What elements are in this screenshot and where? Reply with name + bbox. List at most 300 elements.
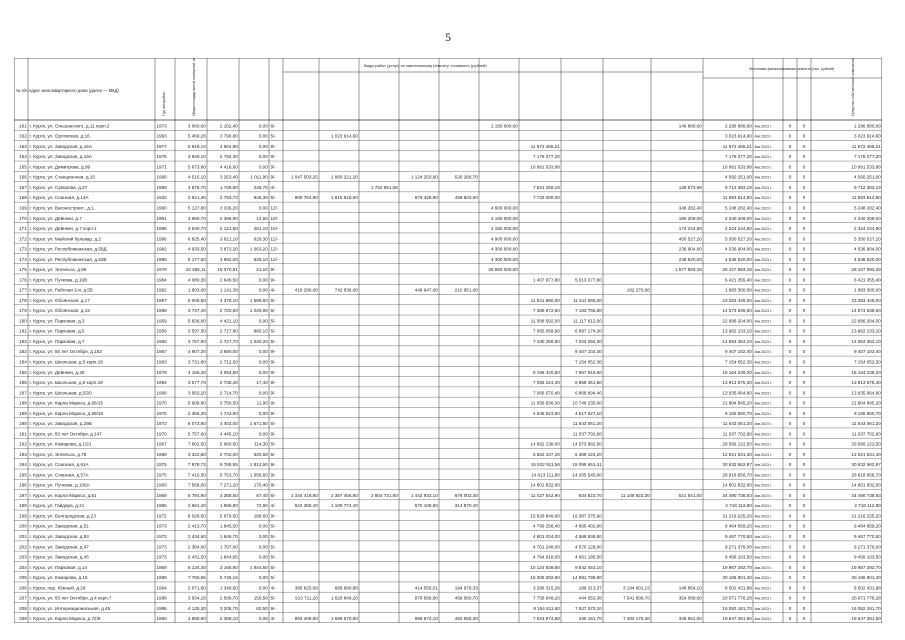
cell-a3: 0,00 — [258, 123, 268, 129]
cell-total: 13 962 233,10 — [722, 328, 752, 334]
cell-fin: 4 536 904,00 — [853, 246, 881, 252]
cell-a1: 5 757,60 — [187, 431, 206, 437]
cell-total: 13 913 675,30 — [722, 380, 752, 386]
cell-per: 4кв.2023 г. — [754, 196, 772, 201]
cell-fin: 4 560 251,00 — [853, 174, 881, 180]
cell-year: 1960 — [156, 616, 167, 622]
cell-per: 4кв.2023 г. — [754, 278, 772, 283]
table-row — [19, 277, 881, 282]
cell-z1: 0 — [788, 154, 792, 160]
cell-n: 196 — [19, 482, 27, 488]
page-number: 5 — [445, 30, 451, 44]
cell-addr: г. Курск, ул. Союзная, д.61А — [29, 462, 89, 468]
cell-fin: 7 178 277,20 — [853, 154, 881, 160]
cell-a3: 0,00 — [258, 410, 268, 416]
cell-n: 174 — [19, 256, 27, 262]
cell-w1: 386 825,68 — [294, 585, 318, 591]
cell-n: 200 — [19, 523, 27, 529]
cell-fin: 9 271 376,00 — [853, 544, 881, 550]
cell-z2: 0 — [802, 503, 806, 509]
cell-z1: 0 — [788, 390, 792, 396]
cell-a3: 0,00 — [258, 616, 268, 622]
cell-a3: 150,50 — [253, 595, 268, 601]
cell-z1: 0 — [788, 133, 792, 139]
cell-z1: 0 — [788, 143, 792, 149]
cell-w6: 26 950 000,00 — [488, 267, 518, 273]
cell-addr: г. Курск, ул. Школьная, д.5 корп.19 — [29, 380, 103, 386]
cell-a3: 1 040,20 — [249, 338, 268, 344]
cell-a3: 629,30 — [253, 236, 268, 242]
cell-total: 9 165 650,70 — [724, 410, 752, 416]
cell-z2: 0 — [802, 390, 806, 396]
cell-total: 11 643 061,20 — [722, 421, 752, 427]
cell-per: 4кв.2023 г. — [754, 216, 772, 221]
cell-n: 187 — [19, 390, 27, 396]
cell-year: 1979 — [156, 369, 167, 375]
table-row — [19, 513, 881, 518]
cell-per: 4кв.2023 г. — [754, 206, 772, 211]
capital-repair-table — [14, 58, 882, 623]
cell-c: 9/- — [270, 482, 276, 488]
table-row — [19, 565, 881, 570]
cell-z2: 0 — [802, 143, 806, 149]
cell-z2: 0 — [802, 308, 806, 314]
cell-per: 4кв.2023 г. — [754, 257, 772, 262]
cell-n: 206 — [19, 585, 27, 591]
cell-c: 9/- — [270, 164, 276, 170]
cell-fin: 3 023 914,60 — [853, 133, 881, 139]
cell-fin: 9 456 103,50 — [853, 554, 881, 560]
cell-fin: 16 082 181,70 — [851, 605, 881, 611]
cell-w2: 2 387 456,80 — [330, 492, 358, 498]
cell-addr: г. Курск, ул. Парковая, д.5 — [29, 328, 85, 334]
cell-addr: г. Курск, пер. Южный, д.29 — [29, 585, 86, 591]
cell-w7: 4 648 823,60 — [532, 410, 560, 416]
cell-c: 5/- — [270, 554, 276, 560]
cell-z1: 0 — [788, 287, 792, 293]
cell-addr: г. Курск, ул. Дейнеки, д.7 — [29, 215, 82, 221]
cell-a1: 7 878,73 — [187, 462, 206, 468]
cell-a2: 16 370,81 — [217, 267, 238, 273]
cell-n: 180 — [19, 318, 27, 324]
cell-z2: 0 — [802, 534, 806, 540]
cell-z1: 0 — [788, 164, 792, 170]
cell-n: 190 — [19, 421, 27, 427]
cell-a2: 2 396,90 — [219, 215, 238, 221]
table-row — [19, 431, 881, 436]
cell-per: 4кв.2023 г. — [754, 329, 772, 334]
cell-a3: 0,00 — [258, 359, 268, 365]
cell-total: 9 407 102,40 — [724, 349, 752, 355]
cell-n: 207 — [19, 595, 27, 601]
cell-a3: 0,00 — [258, 277, 268, 283]
cell-fin: 13 962 233,10 — [851, 328, 881, 334]
cell-year: 1977 — [156, 143, 167, 149]
cell-z1: 0 — [788, 564, 792, 570]
cell-addr: г. Курск, ул. Вагоностроит., д.1 — [29, 205, 94, 211]
table-row — [19, 616, 881, 621]
cell-w5: 459 950,70 — [454, 595, 478, 601]
cell-total: 9 467 770,50 — [724, 534, 752, 540]
cell-a1: 3 060,00 — [187, 123, 206, 129]
cell-year: 1968 — [156, 308, 167, 314]
cell-w10: 354 089,00 — [678, 595, 702, 601]
cell-z2: 0 — [802, 287, 806, 293]
cell-a1: 5 836,00 — [187, 318, 206, 324]
table-row — [19, 524, 881, 529]
cell-c: 10/- — [270, 215, 279, 221]
cell-w6: 2 150 000,00 — [490, 226, 518, 232]
cell-w4: 958 874,10 — [414, 616, 438, 622]
cell-z2: 0 — [802, 380, 806, 386]
cell-w7: 10 991 533,88 — [530, 164, 560, 170]
cell-w6: 4 300 000,00 — [490, 256, 518, 262]
cell-z1: 0 — [788, 369, 792, 375]
cell-w10: 346 561,00 — [678, 616, 702, 622]
cell-addr: г. Курск, ул. Рабочая 2-я, д.5Б — [29, 287, 93, 293]
cell-c: 9/- — [270, 431, 276, 437]
cell-w1: 909 784,80 — [294, 195, 318, 201]
cell-a1: 4 515,10 — [187, 174, 206, 180]
cell-w4: 978 566,90 — [414, 595, 438, 601]
cell-z1: 0 — [788, 534, 792, 540]
cell-w8: 186 313,37 — [578, 585, 602, 591]
cell-per: 4кв.2023 г. — [754, 175, 772, 180]
cell-per: 4кв.2023 г. — [754, 535, 772, 540]
cell-addr: г. Курск, ул. Союзная, д.57А — [29, 472, 89, 478]
cell-year: 1959 — [156, 184, 167, 190]
cell-z1: 0 — [788, 380, 792, 386]
cell-z2: 0 — [802, 482, 806, 488]
cell-addr: г. Курск, ул. Комарова, д.1/21 — [29, 441, 92, 447]
cell-year: 1967 — [156, 349, 167, 355]
cell-a2: 2 714,70 — [219, 390, 238, 396]
table-row — [19, 442, 881, 447]
cell-year: 1967 — [156, 297, 167, 303]
cell-n: 203 — [19, 554, 27, 560]
cell-a3: 1 656,60 — [249, 472, 268, 478]
cell-year: 1965 — [156, 503, 167, 509]
cell-fin: 14 801 832,00 — [851, 482, 881, 488]
cell-w7: 7 623 974,80 — [532, 616, 560, 622]
cell-a1: 3 563,20 — [187, 390, 206, 396]
cell-n: 167 — [19, 184, 27, 190]
cell-a2: 2 727,70 — [219, 338, 238, 344]
cell-per: 4кв.2023 г. — [754, 350, 772, 355]
cell-c: 9/- — [270, 277, 276, 283]
cell-a1: 3 960,70 — [187, 215, 206, 221]
cell-n: 171 — [19, 226, 27, 232]
cell-year: 1984 — [156, 380, 167, 386]
cell-c: 5/- — [270, 133, 276, 139]
cell-fin: 19 647 281,60 — [851, 616, 881, 622]
cell-fin: 4 548 520,00 — [853, 256, 881, 262]
cell-year: 1932 — [156, 195, 167, 201]
cell-a1: 4 080,30 — [187, 277, 206, 283]
cell-a3: 72,90 — [256, 503, 268, 509]
cell-a3: 1 063,20 — [249, 246, 268, 252]
cell-w7: 4 799 256,40 — [532, 523, 560, 529]
cell-a1: 2 413,70 — [187, 523, 206, 529]
cell-c: 5/- — [270, 595, 276, 601]
cell-w8: 7 154 052,30 — [574, 359, 602, 365]
cell-total: 9 456 103,50 — [724, 554, 752, 560]
cell-a2: 4 402,00 — [219, 421, 238, 427]
cell-w8: 11 643 061,20 — [572, 421, 602, 427]
cell-c: 5/- — [270, 451, 276, 457]
cell-w2: 1 586 579,80 — [330, 616, 358, 622]
cell-a1: 4 907,20 — [187, 349, 206, 355]
cell-c: 5/- — [270, 338, 276, 344]
cell-a2: 3 680,00 — [219, 349, 238, 355]
cell-a3: 0,00 — [258, 431, 268, 437]
cell-c: 9/- — [270, 267, 276, 273]
cell-a1: 3 630,70 — [187, 226, 206, 232]
cell-a1: 3 747,40 — [187, 308, 206, 314]
cell-w1: 913 711,20 — [295, 595, 318, 601]
header-finance: Источники финансирования ремонта (тыс. рублей) — [749, 67, 835, 71]
cell-w10: 236 904,00 — [678, 246, 702, 252]
cell-c: 12/- — [270, 205, 279, 211]
cell-total: 7 178 277,20 — [724, 154, 752, 160]
cell-total: 30 186 801,40 — [722, 575, 752, 581]
cell-addr: г. Курск, ул. Димитрова, д.99 — [29, 164, 91, 170]
cell-addr: г. Курск, ул. Заводская, д.19А — [29, 154, 92, 160]
cell-a1: 5 134,30 — [187, 564, 206, 570]
cell-c: 12/- — [270, 256, 279, 262]
cell-year: 1970 — [156, 400, 167, 406]
cell-a2: 5 679,50 — [219, 513, 238, 519]
cell-c: 5/- — [270, 564, 276, 570]
cell-total: 1 983 300,00 — [724, 287, 752, 293]
cell-fin: 5 248 282,40 — [853, 205, 881, 211]
cell-w8: 435 151,70 — [578, 616, 602, 622]
cell-fin: 2 324 244,80 — [853, 226, 881, 232]
table-row — [19, 596, 881, 601]
cell-z2: 0 — [802, 410, 806, 416]
cell-w7: 7 066 570,40 — [532, 390, 560, 396]
cell-c: 6/- — [270, 123, 276, 129]
table-row — [19, 123, 881, 128]
cell-z1: 0 — [788, 359, 792, 365]
cell-z1: 0 — [788, 616, 792, 622]
cell-a3: 1 812,60 — [249, 462, 268, 468]
cell-addr: г. Курск, ул. 50 лет Октября, д.147 — [29, 431, 102, 437]
cell-a3: 1 011,90 — [250, 174, 268, 180]
cell-per: 4кв.2023 г. — [754, 555, 772, 560]
cell-a3: 0,00 — [258, 575, 268, 581]
cell-fin: 5 350 527,20 — [853, 236, 881, 242]
header-works-group: Виды работ (услуг) по капитальному ремонту, стоимость (рублей) — [364, 63, 487, 68]
cell-c: 9/- — [270, 369, 276, 375]
cell-n: 186 — [19, 380, 27, 386]
cell-z2: 0 — [802, 564, 806, 570]
cell-w4: 449 947,00 — [414, 287, 438, 293]
cell-w8: 4 661 185,50 — [574, 554, 602, 560]
cell-a2: 1 844,65 — [219, 554, 238, 560]
cell-a2: 2 792,30 — [219, 154, 238, 160]
cell-year: 1973 — [156, 123, 167, 129]
cell-fin: 6 421 355,40 — [853, 277, 881, 283]
cell-w9: 7 382 175,30 — [622, 616, 650, 622]
cell-a2: 4 358,50 — [219, 492, 238, 498]
cell-year: 1973 — [156, 534, 167, 540]
cell-c: 4/- — [270, 184, 276, 190]
cell-z1: 0 — [788, 472, 792, 478]
cell-n: 166 — [19, 174, 27, 180]
cell-w10: 149 854,10 — [678, 585, 702, 591]
cell-w10: 146 880,00 — [678, 123, 702, 129]
cell-w4: 1 124 250,90 — [410, 174, 438, 180]
cell-a1: 5 673,80 — [187, 164, 206, 170]
cell-w8: 14 881 798,80 — [572, 575, 602, 581]
cell-a1: 3 849,10 — [187, 154, 206, 160]
cell-total: 7 154 052,30 — [724, 359, 752, 365]
cell-w3: 1 752 551,06 — [370, 184, 398, 190]
cell-z2: 0 — [802, 359, 806, 365]
cell-a1: 3 934,18 — [187, 595, 206, 601]
cell-c: 12/- — [270, 236, 279, 242]
cell-fin: 23 353 445,00 — [851, 297, 881, 303]
table-row — [19, 349, 881, 354]
cell-addr: г. Курск, ул. Станционная, д.10 — [29, 174, 95, 180]
cell-z1: 0 — [788, 195, 792, 201]
cell-n: 197 — [19, 492, 27, 498]
cell-z2: 0 — [802, 215, 806, 221]
cell-c: 9/- — [270, 605, 276, 611]
cell-n: 202 — [19, 544, 27, 550]
cell-w7: 14 801 832,00 — [530, 482, 560, 488]
cell-z2: 0 — [802, 441, 806, 447]
cell-per: 4кв.2023 г. — [754, 144, 772, 149]
cell-addr: г. Курск, ул. Карла Маркса, д.69/18 — [29, 410, 103, 416]
cell-c: 10/- — [270, 226, 279, 232]
cell-a2: 1 845,50 — [219, 523, 238, 529]
cell-w8: 4 665 402,80 — [574, 523, 602, 529]
cell-z1: 0 — [788, 421, 792, 427]
cell-z2: 0 — [802, 369, 806, 375]
cell-w7: 7 430 258,80 — [532, 338, 560, 344]
table-row — [19, 575, 881, 580]
cell-a2: 2 162,40 — [219, 123, 238, 129]
cell-addr: г. Курск, ул. Школьная, д.5/20 — [29, 390, 92, 396]
cell-n: 204 — [19, 564, 27, 570]
cell-per: 4кв.2023 г. — [754, 381, 772, 386]
cell-fin: 9 407 102,40 — [853, 349, 881, 355]
cell-a2: 2 702,00 — [219, 451, 238, 457]
cell-w8: 9 407 102,40 — [574, 349, 602, 355]
cell-total: 23 353 445,00 — [722, 297, 752, 303]
cell-per: 4кв.2023 г. — [754, 596, 772, 601]
cell-z1: 0 — [788, 410, 792, 416]
cell-a2: 4 421,10 — [219, 318, 238, 324]
cell-addr: г. Курск, ул. Энгельса, д.76 — [29, 451, 87, 457]
cell-n: 185 — [19, 369, 27, 375]
cell-z2: 0 — [802, 338, 806, 344]
cell-c: 5/- — [270, 534, 276, 540]
cell-year: 1975 — [156, 462, 167, 468]
cell-per: 4кв.2023 г. — [754, 288, 772, 293]
cell-z1: 0 — [788, 492, 792, 498]
cell-w5: 526 268,70 — [454, 174, 478, 180]
cell-w8: 7 967 818,60 — [574, 369, 602, 375]
cell-per: 4кв.2023 г. — [754, 524, 772, 529]
cell-per: 4кв.2023 г. — [754, 586, 772, 591]
cell-z2: 0 — [802, 492, 806, 498]
cell-w7: 1 407 977,80 — [532, 277, 560, 283]
cell-n: 169 — [19, 205, 27, 211]
cell-w7: 7 178 277,20 — [532, 154, 560, 160]
cell-year: 1969 — [156, 575, 167, 581]
cell-a2: 5 660,60 — [219, 441, 238, 447]
cell-total: 29 566 122,50 — [722, 441, 752, 447]
cell-a1: 3 597,30 — [187, 328, 206, 334]
cell-year: 1983 — [156, 482, 167, 488]
cell-a3: 0,00 — [258, 133, 268, 139]
cell-fin: 13 913 675,30 — [851, 380, 881, 386]
cell-addr: г. Курск, ул. Карла Маркса, д.61 — [29, 492, 97, 498]
cell-w8: 6 369 424,20 — [574, 451, 602, 457]
cell-n: 176 — [19, 277, 27, 283]
cell-w8: 6 858 451,80 — [574, 380, 602, 386]
cell-a3: 0,00 — [258, 349, 268, 355]
cell-w8: 15 099 651,41 — [572, 462, 602, 468]
cell-total: 6 421 355,40 — [724, 277, 752, 283]
cell-w9: 162 270,00 — [626, 287, 650, 293]
cell-z1: 0 — [788, 246, 792, 252]
table-row — [19, 359, 881, 364]
cell-a3: 1 026,90 — [249, 308, 268, 314]
cell-c: 5/- — [270, 575, 276, 581]
cell-w8: 14 205 545,00 — [572, 472, 602, 478]
cell-addr: г. Курск, ул. Гайдара, д.21 — [29, 503, 85, 509]
cell-w7: 7 389 872,80 — [532, 308, 560, 314]
cell-z2: 0 — [802, 236, 806, 242]
cell-per: 4кв.2023 г. — [754, 483, 772, 488]
header-owner-funds: Средства собственников помещений — [851, 58, 855, 116]
cell-a2: 5 753,70 — [219, 472, 238, 478]
cell-fin: 30 186 801,40 — [851, 575, 881, 581]
cell-a1: 3 577,70 — [187, 380, 206, 386]
table-row — [19, 462, 881, 467]
cell-per: 4кв.2023 г. — [754, 617, 772, 622]
cell-a3: 17,40 — [256, 380, 268, 386]
cell-a1: 2 434,60 — [187, 534, 206, 540]
cell-z2: 0 — [802, 472, 806, 478]
cell-a3: 62,50 — [256, 605, 268, 611]
cell-per: 4кв.2023 г. — [754, 124, 772, 129]
cell-year: 1988 — [156, 595, 167, 601]
cell-fin: 2 296 880,00 — [853, 123, 881, 129]
cell-w7: 11 672 465,21 — [530, 143, 560, 149]
table-row — [19, 175, 881, 180]
cell-z1: 0 — [788, 523, 792, 529]
cell-fin: 14 653 353,10 — [851, 338, 881, 344]
cell-fin: 22 686 204,00 — [851, 318, 881, 324]
cell-w7: 7 065 058,90 — [532, 328, 560, 334]
cell-a1: 5 608,80 — [187, 400, 206, 406]
cell-addr: г. Курск, ул. Майский бульвар, д.2 — [29, 236, 102, 242]
table-row — [19, 257, 881, 262]
cell-total: 4 560 251,00 — [724, 174, 752, 180]
cell-a1: 5 794,90 — [187, 492, 206, 498]
cell-w4: 1 442 933,10 — [410, 492, 438, 498]
table-row — [19, 452, 881, 457]
cell-total: 28 427 893,28 — [722, 267, 752, 273]
cell-total: 11 672 465,21 — [722, 143, 752, 149]
cell-n: 179 — [19, 308, 27, 314]
cell-c: 9/- — [270, 359, 276, 365]
